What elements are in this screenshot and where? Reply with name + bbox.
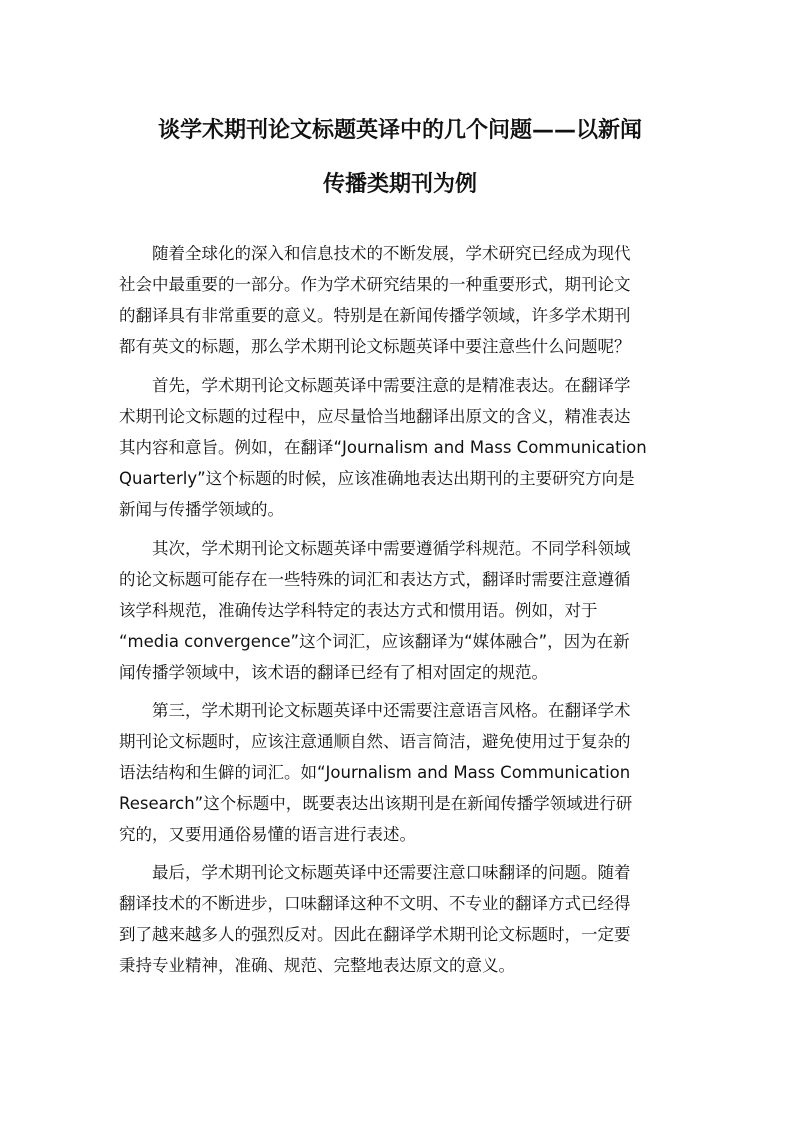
page-title: 谈学术期刊论文标题英译中的几个问题——以新闻	[157, 118, 642, 143]
text-line: 社会中最重要的一部分。作为学术研究结果的一种重要形式，期刊论文	[119, 275, 631, 294]
text-line: 新闻与传播学领域的。	[119, 500, 284, 519]
text-line: 其次，学术期刊论文标题英译中需要遵循学科规范。不同学科领域	[119, 539, 631, 558]
text-line: Quarterly”这个标题的时候，应该准确地表达出期刊的主要研究方向是	[119, 469, 635, 488]
text-line: 语法结构和生僻的词汇。如“Journalism and Mass Communication	[119, 763, 631, 782]
text-line: 闻传播学领域中，该术语的翻译已经有了相对固定的规范。	[119, 663, 548, 682]
text-line: 第三，学术期刊论文标题英译中还需要注意语言风格。在翻译学术	[119, 701, 631, 720]
text-line: 最后，学术期刊论文标题英译中还需要注意口味翻译的问题。随着	[119, 863, 631, 882]
text-line: Research”这个标题中，既要表达出该期刊是在新闻传播学领域进行研	[119, 794, 633, 813]
text-line: 的翻译具有非常重要的意义。特别是在新闻传播学领域，许多学术期刊	[119, 306, 631, 325]
text-line: 首先，学术期刊论文标题英译中需要注意的是精准表达。在翻译学	[119, 376, 631, 395]
text-line: 的论文标题可能存在一些特殊的词汇和表达方式，翻译时需要注意遵循	[119, 570, 631, 589]
paragraph-final-point	[119, 857, 679, 981]
text-line: 该学科规范，准确传达学科特定的表达方式和惯用语。例如，对于	[119, 601, 598, 620]
text-line: “media convergence”这个词汇，应该翻译为“媒体融合”，因为在新	[119, 632, 630, 651]
text-line: 究的，又要用通俗易懂的语言进行表述。	[119, 825, 416, 844]
text-line: 翻译技术的不断进步，口味翻译这种不文明、不专业的翻译方式已经得	[119, 894, 631, 913]
text-line: 秉持专业精神，准确、规范、完整地表达原文的意义。	[119, 956, 515, 975]
text-line: 其内容和意旨。例如，在翻译“Journalism and Mass Communication	[119, 438, 647, 457]
page-title-continuation: 传播类期刊为例	[322, 172, 477, 197]
text-line: 术期刊论文标题的过程中，应尽量恰当地翻译出原文的含义，精准表达	[119, 407, 631, 426]
text-line: 期刊论文标题时，应该注意通顺自然、语言简洁，避免使用过于复杂的	[119, 732, 631, 751]
paragraph-intro	[119, 238, 679, 362]
text-line: 都有英文的标题，那么学术期刊论文标题英译中要注意些什么问题呢？	[119, 337, 631, 356]
text-line: 到了越来越多人的强烈反对。因此在翻译学术期刊论文标题时，一定要	[119, 925, 631, 944]
paragraph-second-point	[119, 533, 679, 688]
text-line: 随着全球化的深入和信息技术的不断发展，学术研究已经成为现代	[119, 244, 631, 263]
paragraph-third-point	[119, 695, 679, 850]
paragraph-first-point	[119, 370, 679, 525]
